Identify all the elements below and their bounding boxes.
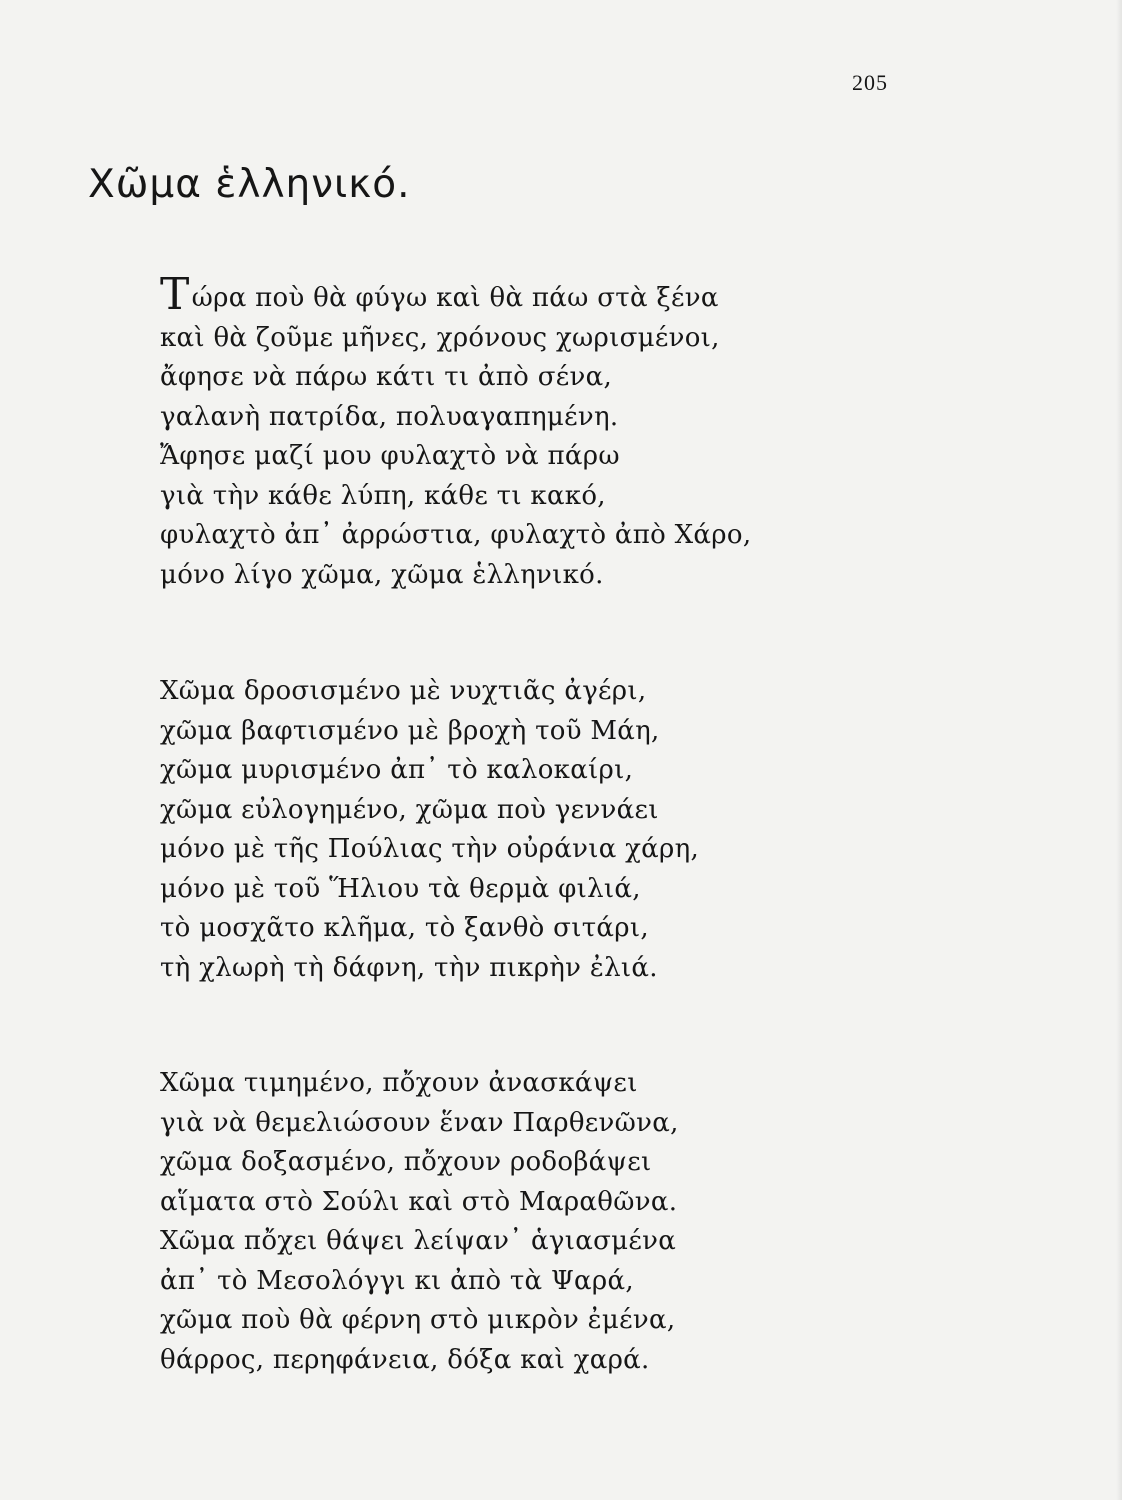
stanza-line: χῶμα ποὺ θὰ φέρνη στὸ μικρὸν ἐμένα, — [160, 1305, 676, 1335]
stanza-line: Χῶμα τιμημένο, πὄχουν ἀνασκάψει — [160, 1068, 638, 1098]
stanza-line: γιὰ τὴν κάθε λύπη, κάθε τι κακό, — [160, 480, 606, 511]
stanza-2 — [160, 672, 699, 988]
page-number: 205 — [852, 70, 888, 95]
stanza-line: Χῶμα πὄχει θάψει λείψαν᾿ ἁγιασμένα — [160, 1226, 677, 1256]
stanza-line: μόνο μὲ τοῦ Ἥλιου τὰ θερμὰ φιλιά, — [160, 873, 641, 904]
stanza-line: χῶμα δοξασμένο, πὄχουν ρoδοβάψει — [160, 1147, 652, 1177]
stanza-line: Χῶμα δροσισμένο μὲ νυχτιᾶς ἀγέρι, — [160, 676, 647, 706]
scan-edge-shadow — [1116, 0, 1122, 1500]
stanza-line: καὶ θὰ ζοῦμε μῆνες, χρόνους χωρισμένοι, — [160, 322, 720, 353]
stanza-line: Ἄφησε μαζί μου φυλαχτὸ νὰ πάρω — [160, 441, 620, 471]
stanza-line: φυλαχτὸ ἀπ᾿ ἀρρώστια, φυλαχτὸ ἀπὸ Χάρο, — [160, 520, 752, 550]
stanza-line: γιὰ νὰ θεμελιώσουν ἕναν Παρθενῶνα, — [160, 1107, 679, 1138]
stanza-line: θάρρος, περηφάνεια, δόξα καὶ χαρά. — [160, 1344, 650, 1375]
stanza-line: αἵματα στὸ Σούλι καὶ στὸ Μαραθῶνα. — [160, 1186, 678, 1217]
stanza-line: ἄφησε νὰ πάρω κάτι τι ἀπὸ σένα, — [160, 362, 613, 392]
stanza-3 — [160, 1064, 679, 1380]
stanza-line: τὸ μοσχᾶτο κλῆμα, τὸ ξανθὸ σιτάρι, — [160, 913, 649, 943]
stanza-line: ἀπ᾿ τὸ Μεσολόγγι κι ἀπὸ τὰ Ψαρά, — [160, 1265, 634, 1296]
stanza-line: τὴ χλωρὴ τὴ δάφνη, τὴν πικρὴν ἐλιά. — [160, 952, 658, 983]
stanza-line: χῶμα βαφτισμένο μὲ βροχὴ τοῦ Μάη, — [160, 715, 660, 746]
stanza-line: χῶμα μυρισμένο ἀπ᾿ τὸ καλοκαίρι, — [160, 755, 634, 785]
drop-cap: Τ — [160, 269, 190, 320]
stanza-line — [160, 269, 751, 320]
stanza-1 — [160, 269, 752, 595]
stanza-line: μόνο μὲ τῆς Πούλιας τὴν οὐράνια χάρη, — [160, 834, 700, 864]
stanza-line: μόνο λίγο χῶμα, χῶμα ἑλληνικό. — [160, 559, 604, 590]
poem-title: Χῶμα ἑλληνικό. — [88, 162, 411, 207]
stanza-line: γαλανὴ πατρίδα, πολυαγαπημένη. — [160, 401, 619, 432]
stanza-line: χῶμα εὐλογημένο, χῶμα ποὺ γεννάει — [160, 794, 659, 825]
first-line-text: ώρα ποὺ θὰ φύγω καὶ θὰ πάω στὰ ξένα — [191, 283, 719, 313]
